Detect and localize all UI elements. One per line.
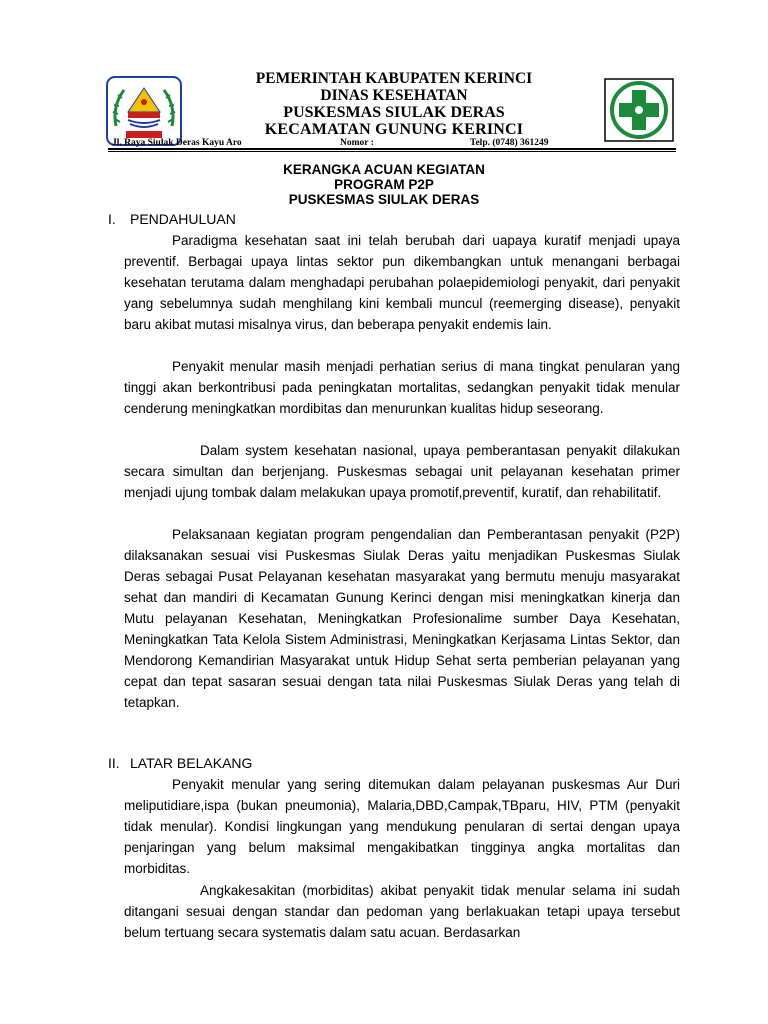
paragraph: Penyakit menular masih menjadi perhatian serius di mana tingkat penularan yang tinggi akan berkontribusi pada peningkatan mortalitas, sedangkan penyakit tidak menular cenderung meningkatkan mordibitas dan menurunkan kualitas hidup seseorang. <box>124 359 680 416</box>
doc-title-line-1: KERANGKA ACUAN KEGIATAN <box>283 162 485 177</box>
doc-title-line-2: PROGRAM P2P <box>334 177 434 192</box>
green-cross-health-icon <box>604 78 674 142</box>
paragraph: Pelaksanaan kegiatan program pengendalian dan Pemberantasan penyakit (P2P) dilaksanakan sesuai visi Puskesmas Siulak Deras yaitu menjadikan Puskesmas Siulak Deras sebagai Pusat Pelayanan kesehatan masyarakat yang bermutu menuju masyarakat sehat dan mandiri di Kecamatan Gunung Kerinci dengan misi meningkatkan kinerja dan Mutu pelayanan Kesehatan, Meningkatkan Profesionalime sumber Daya Kesehatan, Meningkatkan Tata Kelola Sistem Administrasi, Meningkatkan Kerjasama Lintas Sektor, dan Mendorong Kemandirian Masyarakat untuk Hidup Sehat serta pemberian pelayanan yang cepat dan tepat sasaran sesuai dengan tata nilai Puskesmas Siulak Deras yang telah di tetapkan. <box>124 527 680 710</box>
letterhead-address: Jl. Raya Siulak Deras Kayu Aro <box>112 138 242 148</box>
letterhead-line-1: PEMERINTAH KABUPATEN KERINCI <box>255 70 533 87</box>
letterhead-nomor: Nomor : <box>340 138 374 148</box>
doc-title-line-3: PUSKESMAS SIULAK DERAS <box>288 192 480 207</box>
section-heading-pendahuluan <box>108 210 236 229</box>
section-title: PENDAHULUAN <box>130 211 236 227</box>
letterhead-line-4: KECAMATAN GUNUNG KERINCI <box>264 121 524 138</box>
regency-emblem-icon <box>106 76 182 146</box>
paragraph: Paradigma kesehatan saat ini telah berubah dari uapaya kuratif menjadi upaya preventif. Berbagai upaya lintas sektor pun dikembangkan untuk menangani berbagai kesehatan terutama dalam menghadapi perubahan polaepidemiologi penyakit, dari penyakit yang sebelumnya sudah menghilang kini kembali muncul (reemerging disease), penyakit baru akibat mutasi misalnya virus, dan beberapa penyakit endemis lain. <box>124 233 680 332</box>
letterhead <box>190 70 598 138</box>
section-number: II. <box>108 755 120 771</box>
section-heading-latar-belakang <box>108 754 252 773</box>
paragraph: Angkakesakitan (morbiditas) akibat penyakit tidak menular selama ini sudah ditangani sesuai dengan standar dan pedoman yang berlakuakan tetapi upaya tersebut belum tertuang secara systematis dalam satu acuan. Berdasarkan <box>124 883 680 940</box>
paragraph: Penyakit menular yang sering ditemukan dalam pelayanan puskesmas Aur Duri meliputidiare,ispa (bukan pneumonia), Malaria,DBD,Campak,TBparu, HIV, PTM (penyakit tidak menular). Kondisi lingkungan yang mendukung penularan di sertai dengan upaya penjaringan yang belum maksimal mengakibatkan tingginya angka mortalitas dan morbiditas. <box>124 777 680 876</box>
section-title: LATAR BELAKANG <box>130 755 253 771</box>
letterhead-phone: Telp. (0748) 361249 <box>470 138 549 148</box>
letterhead-divider-thin <box>108 151 676 152</box>
section-number: I. <box>108 211 116 227</box>
letterhead-line-2: DINAS KESEHATAN <box>320 87 468 104</box>
paragraph: Dalam system kesehatan nasional, upaya pemberantasan penyakit dilakukan secara simultan dan berjenjang. Puskesmas sebagai unit pelayanan kesehatan primer menjadi ujung tombak dalam melakukan upaya promotif,preventif, kuratif, dan rehabilitatif. <box>124 443 680 500</box>
letterhead-line-3: PUSKESMAS SIULAK DERAS <box>283 104 505 121</box>
letterhead-divider <box>108 148 676 150</box>
